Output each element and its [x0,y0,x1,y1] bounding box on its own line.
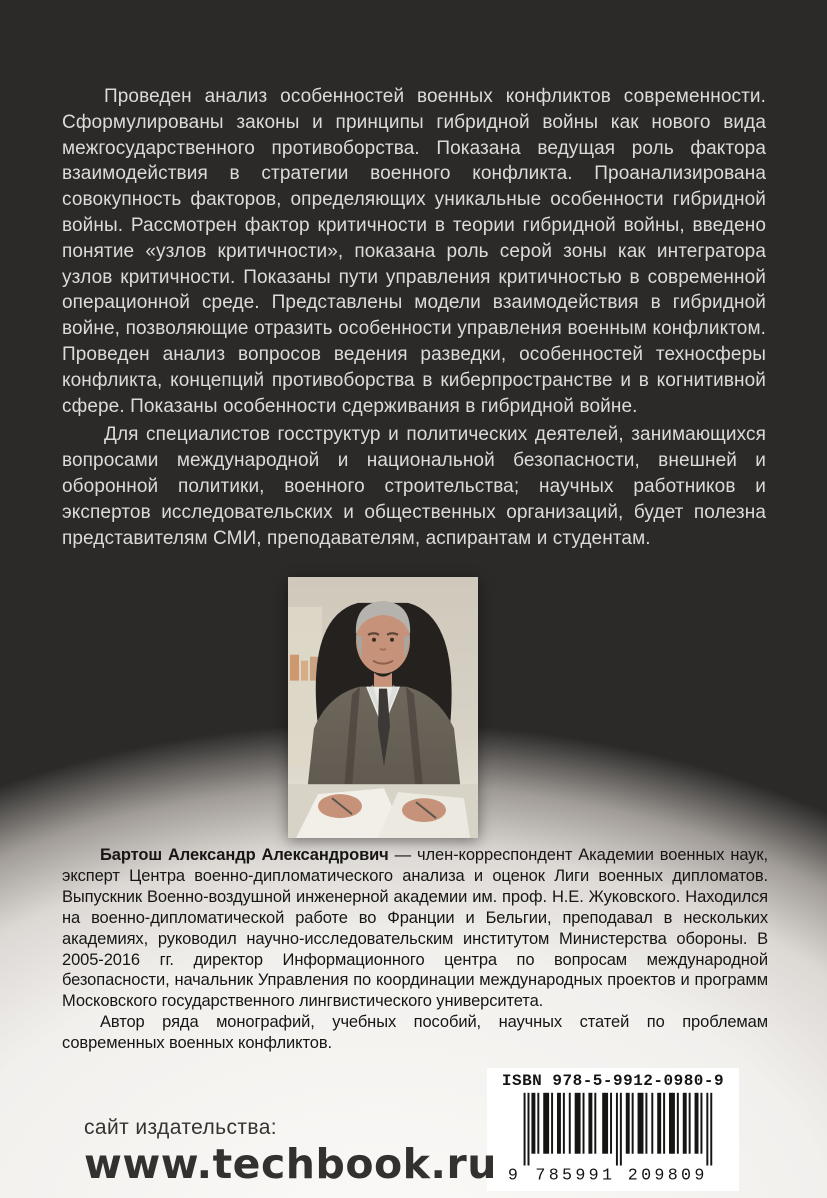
photo-hand-right [402,798,446,822]
photo-hand-left [318,794,362,818]
barcode-digits-group1: 785991 [535,1166,613,1184]
isbn-label: ISBN 978-5-9912-0980-9 [501,1072,725,1090]
author-name: Бартош Александр Александрович [100,846,389,864]
publisher-site-block [84,1114,497,1187]
author-bio-paragraph-2: Автор ряда монографий, учебных пособий, научных статей по проблемам современных военных конфликтов. [62,1013,768,1053]
author-photo [288,577,478,838]
annotation-block [62,84,766,551]
isbn-area [487,1068,739,1191]
annotation-paragraph-1: Проведен анализ особенностей военных конфликтов современности. Сформулированы законы и принципы гибридной войны как нового вида межгосударственного противоборства. Показана ведущая роль фактора взаимодействия в стратегии военного конфликта. Проанализирована совокупность факторов, определяющих уникальные особенности гибридной войны. Рассмотрен фактор критичности в теории гибридной войны, введено понятие «узлов критичности», показана роль серой зоны как интегратора узлов критичности. Показаны пути управления критичностью в современной операционной среде. Представлены модели взаимодействия в гибридной войне, позволяющие отразить особенности управления военным конфликтом. Проведен анализ вопросов ведения разведки, особенностей техносферы конфликта, концепций противоборства в киберпространстве и в когнитивной сфере. Показаны особенности сдерживания в гибридной войне. [62,86,766,417]
barcode-digits-group2: 209809 [627,1166,705,1184]
publisher-site-url: www.techbook.ru [84,1140,497,1188]
ean13-barcode [500,1092,726,1184]
publisher-site-label: сайт издательства: [84,1116,278,1139]
barcode-digit-left: 9 [507,1166,518,1184]
author-bio-paragraph [62,845,768,1012]
author-bio-block [62,845,768,1054]
author-bio-text: — член-корреспондент Академии военных наук, эксперт Центра военно-дипломатического анализа и оценок Лиги военных дипломатов. Выпускник Военно-воздушной инженерной академии им. проф. Н.Е. Жуковского. Находился на военно-дипломатической работе во Франции и Бельгии, преподавал в нескольких академиях, руководил научно-исследовательским институтом Министерства обороны. В 2005-2016 гг. директор Информационного центра по вопросам международной безопасности, начальник Управления по координации международных проектов и программ Московского государственного лингвистического университета. [62,846,769,1011]
author-photo-image [288,577,478,838]
annotation-paragraph-2: Для специалистов госструктур и политических деятелей, занимающихся вопросами международной и национальной безопасности, внешней и оборонной политики, военного строительства; научных работников и экспертов исследовательских и общественных организаций, будет полезна представителям СМИ, преподавателям, аспирантам и студентам. [62,424,766,549]
